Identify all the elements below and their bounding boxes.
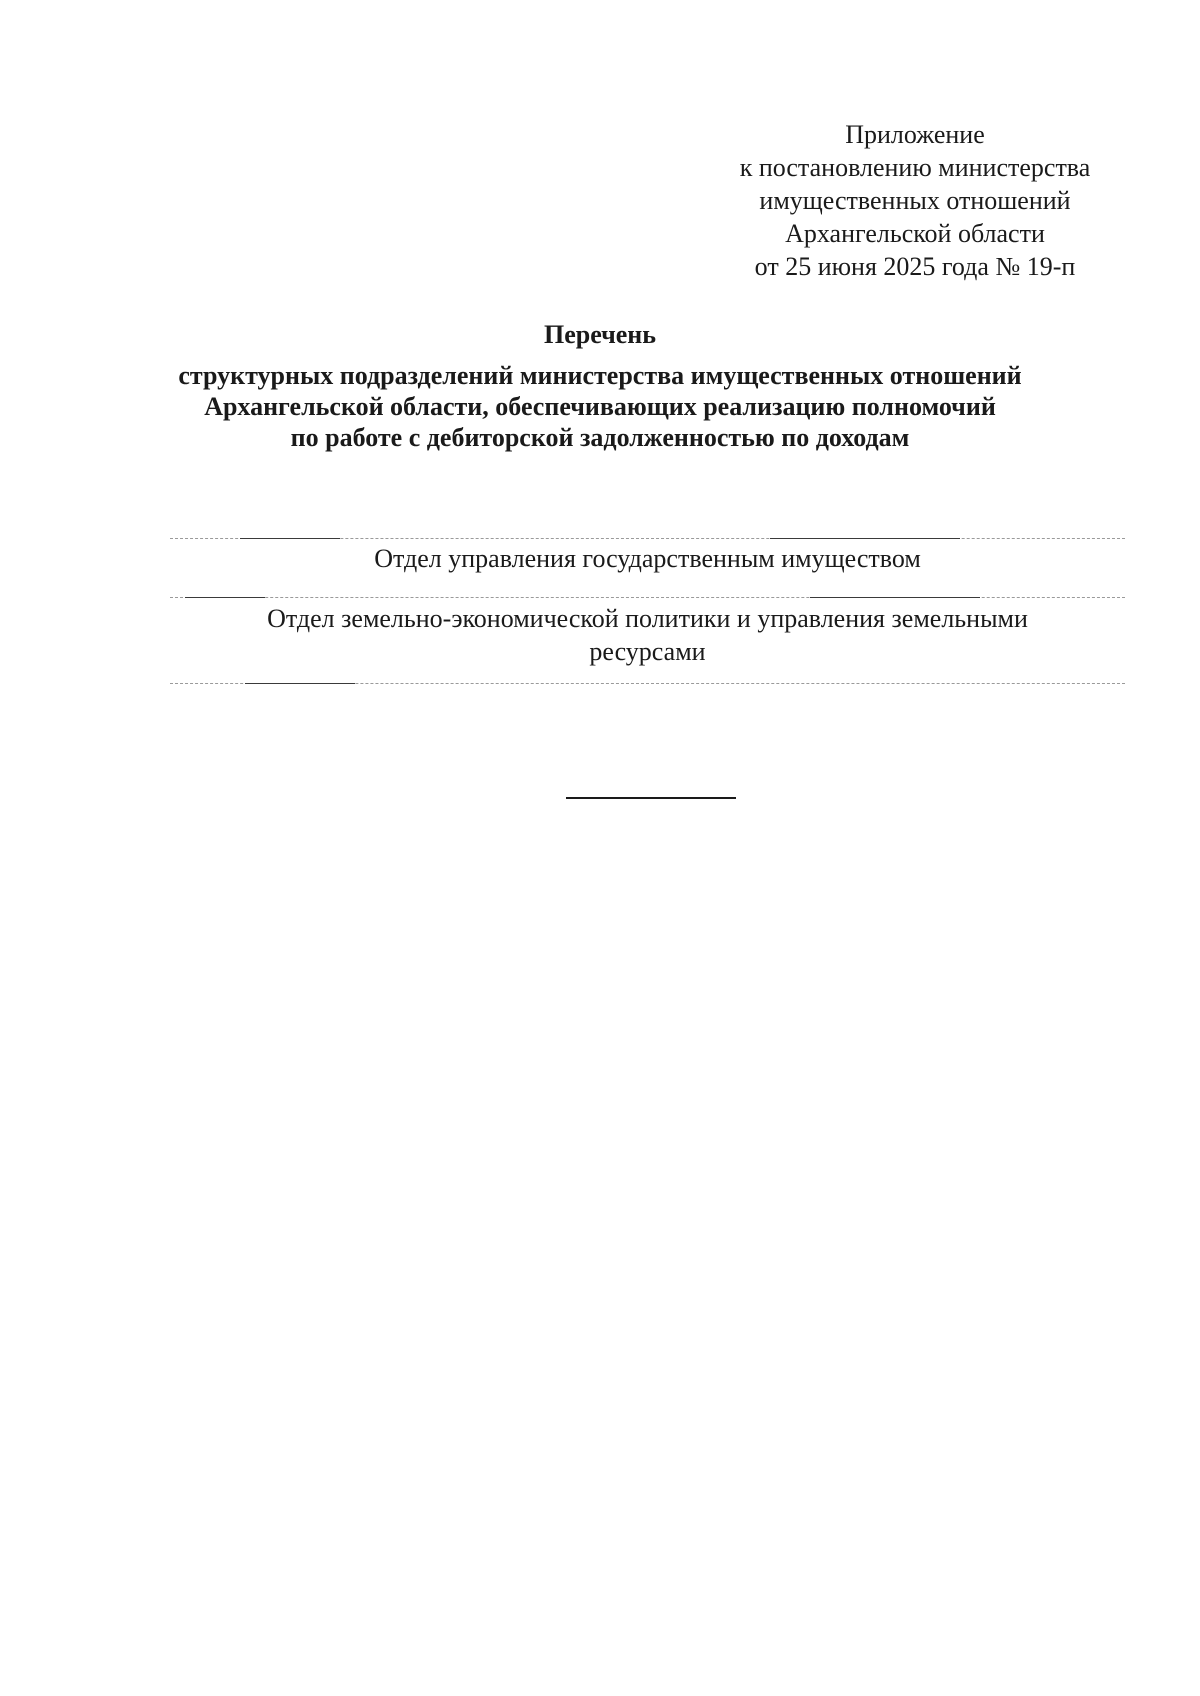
table-divider [170, 683, 1125, 684]
document-subtitle [150, 360, 1050, 453]
end-line [566, 797, 736, 799]
document-title: Перечень [543, 320, 657, 349]
table-divider [170, 538, 1125, 539]
appendix-line: к постановлению министерства [739, 153, 1091, 182]
department-item [170, 542, 1125, 575]
appendix-line: Архангельской области [785, 219, 1045, 248]
subtitle-line: по работе с дебиторской задолженностью по доходам [290, 423, 910, 452]
department-name: Отдел управления государственным имуществом [374, 544, 921, 573]
table-divider [170, 597, 1125, 598]
appendix-line: от 25 июня 2025 года № 19-п [754, 252, 1076, 281]
department-item [170, 602, 1125, 668]
department-name: Отдел земельно-экономической политики и управления земельными [267, 604, 1028, 633]
subtitle-line: структурных подразделений министерства имущественных отношений [178, 361, 1022, 390]
appendix-line: имущественных отношений [759, 186, 1071, 215]
appendix-line: Приложение [845, 120, 985, 149]
department-name: ресурсами [589, 637, 706, 666]
subtitle-line: Архангельской области, обеспечивающих реализацию полномочий [204, 392, 996, 421]
appendix-block [690, 118, 1140, 283]
